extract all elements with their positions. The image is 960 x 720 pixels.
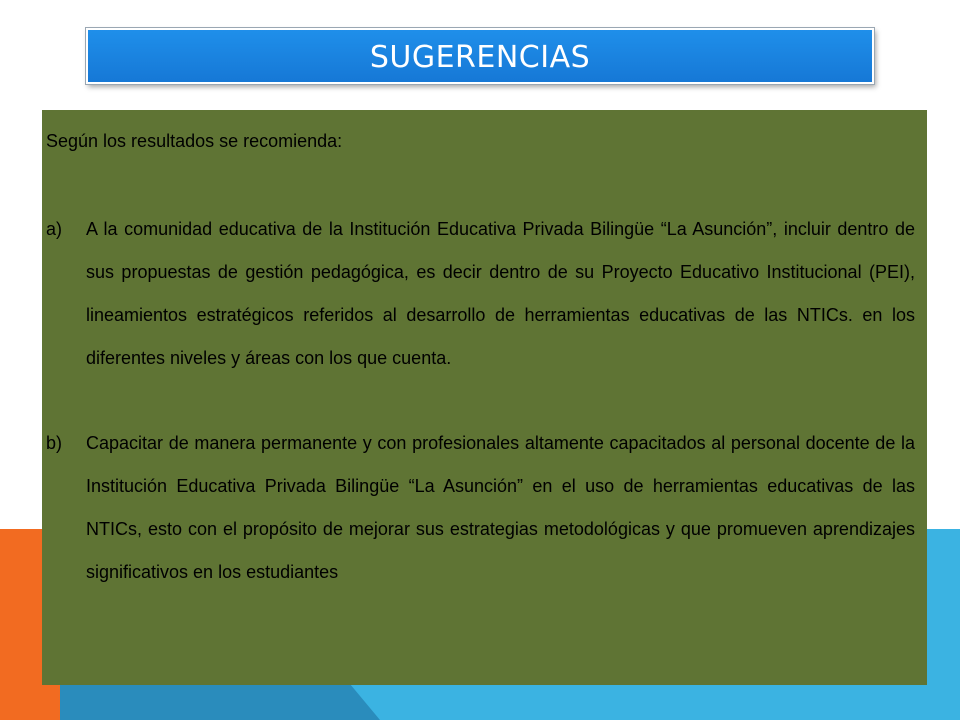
content-box (42, 110, 927, 685)
title-banner (86, 28, 874, 84)
list-text-b: Capacitar de manera permanente y con profesionales altamente capacitados al personal docente de la Institución Educativa Privada Bilingüe “La Asunción” en el uso de herramientas educativas de las NTICs, esto con el propósito de mejorar sus estrategias metodológicas y que promueven aprendizajes significativos en los estudiantes (86, 433, 915, 582)
list-marker-a: a) (46, 219, 63, 239)
list-item-a (46, 208, 915, 380)
decorative-dark-blue-band (60, 684, 380, 720)
intro-text: Según los resultados se recomienda: (46, 131, 343, 151)
list-text-a: A la comunidad educativa de la Institución Educativa Privada Bilingüe “La Asunción”, incluir dentro de sus propuestas de gestión pedagógica, es decir dentro de su Proyecto Educativo Institucional (PEI), lineamientos estratégicos referidos al desarrollo de herramientas educativas de las NTICs. en los diferentes niveles y áreas con los que cuenta. (86, 219, 915, 368)
slide-title: SUGERENCIAS (369, 39, 591, 75)
list-item-b (46, 422, 915, 594)
list-marker-b: b) (46, 433, 63, 453)
